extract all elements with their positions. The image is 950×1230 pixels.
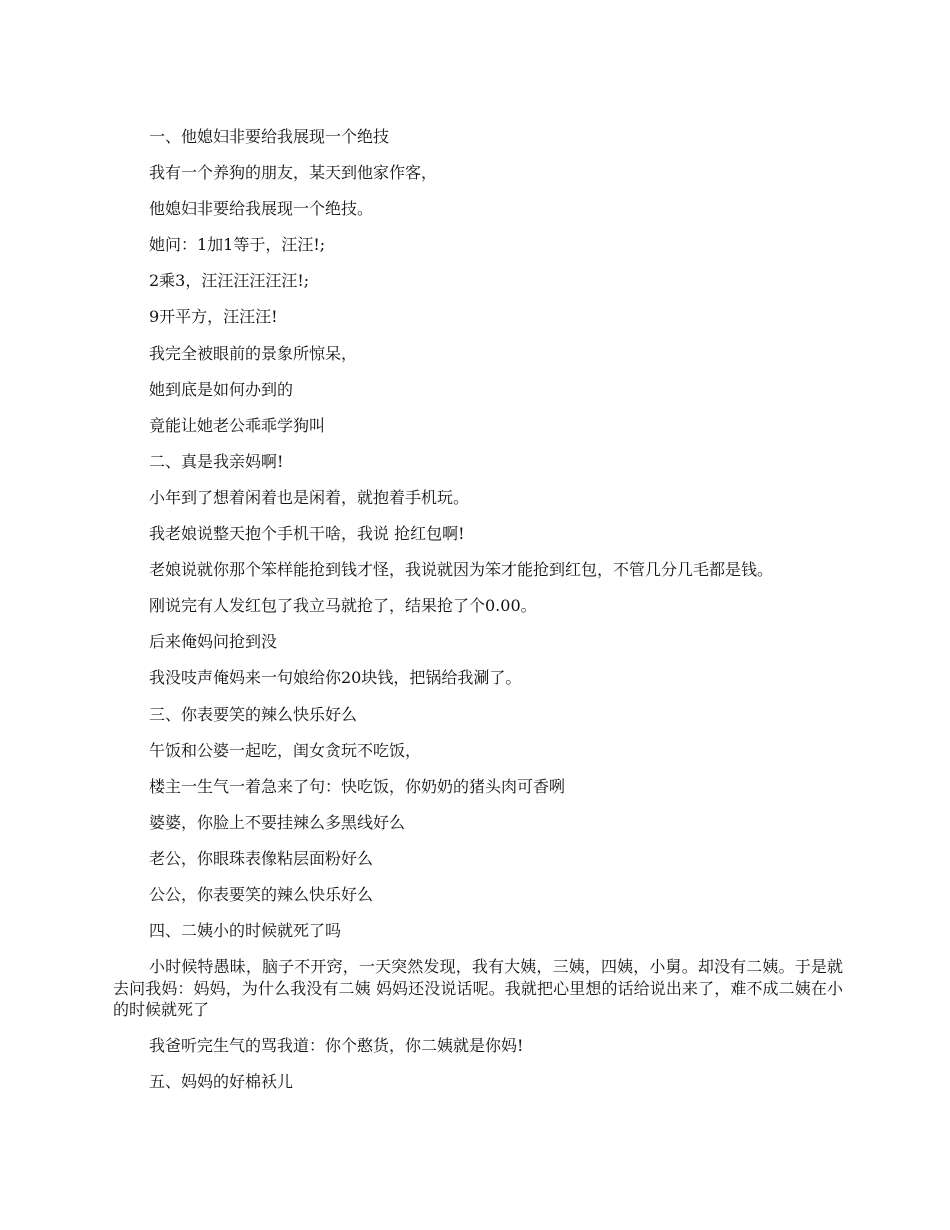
paragraph: 我没吱声俺妈来一句娘给你20块钱，把锅给我涮了。 — [149, 668, 522, 688]
paragraph: 9开平方，汪汪汪! — [149, 307, 278, 327]
paragraph: 2乘3，汪汪汪汪汪汪!; — [149, 271, 310, 291]
paragraph: 我完全被眼前的景象所惊呆， — [149, 343, 358, 363]
heading-3: 三、你表要笑的辣么快乐好么 — [149, 704, 358, 724]
paragraph: 刚说完有人发红包了我立马就抢了，结果抢了个0.00。 — [149, 596, 537, 616]
paragraph: 婆婆，你脸上不要挂辣么多黑线好么 — [149, 812, 406, 832]
paragraph: 竟能让她老公乖乖学狗叫 — [149, 415, 326, 435]
paragraph: 他媳妇非要给我展现一个绝技。 — [149, 199, 374, 219]
heading-1: 一、他媳妇非要给我展现一个绝技 — [149, 127, 390, 146]
paragraph: 老娘说就你那个笨样能抢到钱才怪，我说就因为笨才能抢到红包，不管几分几毛都是钱。 — [149, 560, 774, 580]
paragraph: 我爸听完生气的骂我道：你个憨货，你二姨就是你妈! — [149, 1036, 524, 1056]
paragraph: 她到底是如何办到的 — [149, 379, 294, 399]
paragraph: 老公，你眼珠表像粘层面粉好么 — [149, 848, 374, 868]
paragraph: 午饭和公婆一起吃，闺女贪玩不吃饭， — [149, 740, 422, 760]
heading-4: 四、二姨小的时候就死了吗 — [149, 921, 342, 941]
paragraph: 我老娘说整天抱个手机干啥，我说 抢红包啊! — [149, 524, 465, 544]
document-body — [113, 126, 843, 1107]
paragraph: 公公，你表要笑的辣么快乐好么 — [149, 884, 374, 904]
paragraph: 她问：1加1等于，汪汪!; — [149, 235, 326, 255]
heading-2: 二、真是我亲妈啊! — [149, 451, 284, 471]
paragraph: 后来俺妈问抢到没 — [149, 632, 278, 652]
paragraph: 我有一个养狗的朋友，某天到他家作客， — [149, 163, 438, 183]
heading-5: 五、妈妈的好棉袄儿 — [149, 1072, 294, 1092]
paragraph: 楼主一生气一着急来了句：快吃饭，你奶奶的猪头肉可香咧 — [149, 776, 566, 796]
paragraph: 小年到了想着闲着也是闲着，就抱着手机玩。 — [149, 487, 470, 507]
paragraph: 小时候特愚昧，脑子不开窍，一天突然发现，我有大姨，三姨，四姨，小舅。却没有二姨。于是就去问我妈：妈妈，为什么我没有二姨 妈妈还没说话呢。我就把心里想的话给说出来了，难不成二姨在小的时候就死了 — [113, 957, 843, 1020]
